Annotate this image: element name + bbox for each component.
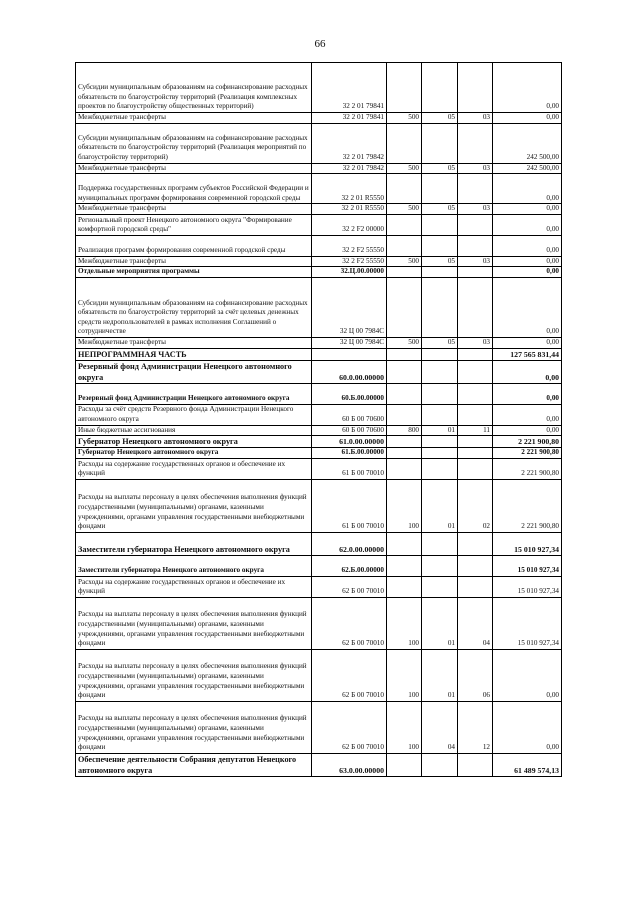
subsection-cell: 12 [458,701,493,753]
section-cell: 05 [422,163,458,174]
section-cell: 05 [422,113,458,124]
amount-cell: 0,00 [493,425,562,436]
subsection-cell [458,123,493,163]
row-name-cell: Губернатор Ненецкого автономного округа [76,436,312,448]
expense-type-cell [387,63,422,113]
subsection-cell: 04 [458,597,493,649]
expense-type-cell [387,576,422,597]
subsection-cell [458,214,493,235]
target-article-cell: 32 Ц 00 7984С [312,337,387,348]
target-article-cell: 62.0.00.00000 [312,532,387,555]
amount-cell: 2 221 900,80 [493,458,562,479]
target-article-cell: 32 2 01 R5550 [312,204,387,215]
table-row [76,256,562,267]
section-cell: 01 [422,479,458,532]
section-cell: 01 [422,425,458,436]
table-row [76,597,562,649]
amount-cell: 15 010 927,34 [493,576,562,597]
row-name-cell: Расходы на содержание государственных органов и обеспечение их функций [76,576,312,597]
row-name-cell: Отдельные мероприятия программы [76,267,312,278]
target-article-cell: 61 Б 00 70010 [312,458,387,479]
subsection-cell [458,360,493,383]
section-cell [422,214,458,235]
target-article-cell: 62 Б 00 70010 [312,597,387,649]
table-row [76,204,562,215]
target-article-cell: 32 2 F2 00000 [312,214,387,235]
amount-cell: 2 221 900,80 [493,436,562,448]
budget-table [75,62,562,777]
amount-cell: 0,00 [493,63,562,113]
section-cell [422,360,458,383]
table-row [76,174,562,204]
row-name-cell: Расходы на выплаты персоналу в целях обеспечения выполнения функций государственными (муниципальными) органами, казенными учреждениями, органами управления государственными внебюджетными фондами [76,597,312,649]
amount-cell: 127 565 831,44 [493,348,562,360]
expense-type-cell [387,123,422,163]
subsection-cell: 03 [458,337,493,348]
amount-cell: 0,00 [493,337,562,348]
amount-cell: 0,00 [493,649,562,701]
expense-type-cell: 100 [387,701,422,753]
subsection-cell: 03 [458,204,493,215]
row-name-cell: Межбюджетные трансферты [76,113,312,124]
target-article-cell: 61.0.00.00000 [312,436,387,448]
row-name-cell: Поддержка государственных программ субъектов Российской Федерации и муниципальных программ формирования современной городской среды [76,174,312,204]
section-cell: 05 [422,204,458,215]
expense-type-cell [387,532,422,555]
expense-type-cell: 500 [387,204,422,215]
target-article-cell [312,348,387,360]
table-row [76,649,562,701]
table-row [76,214,562,235]
table-row [76,425,562,436]
amount-cell: 0,00 [493,701,562,753]
table-row [76,404,562,425]
amount-cell: 15 010 927,34 [493,597,562,649]
row-name-cell: Субсидии муниципальным образованиям на софинансирование расходных обязательств по благоустройству территорий (Реализация мероприятий по благоустройству территорий) [76,123,312,163]
expense-type-cell [387,404,422,425]
subsection-cell [458,277,493,337]
row-name-cell: НЕПРОГРАММНАЯ ЧАСТЬ [76,348,312,360]
table-row [76,267,562,278]
target-article-cell: 32 2 01 79842 [312,163,387,174]
target-article-cell: 62 Б 00 70010 [312,701,387,753]
subsection-cell [458,576,493,597]
expense-type-cell: 800 [387,425,422,436]
expense-type-cell [387,383,422,404]
table-row [76,163,562,174]
target-article-cell: 32 Ц 00 7984С [312,277,387,337]
amount-cell: 0,00 [493,256,562,267]
expense-type-cell [387,214,422,235]
amount-cell: 242 500,00 [493,123,562,163]
amount-cell: 15 010 927,34 [493,555,562,576]
row-name-cell: Расходы на выплаты персоналу в целях обеспечения выполнения функций государственными (муниципальными) органами, казенными учреждениями, органами управления государственными внебюджетными фондами [76,479,312,532]
table-row [76,458,562,479]
target-article-cell: 62 Б 00 70010 [312,576,387,597]
section-cell [422,404,458,425]
amount-cell: 0,00 [493,277,562,337]
target-article-cell: 32 2 F2 55550 [312,256,387,267]
row-name-cell: Расходы на выплаты персоналу в целях обеспечения выполнения функций государственными (муниципальными) органами, казенными учреждениями, органами управления государственными внебюджетными фондами [76,649,312,701]
row-name-cell: Межбюджетные трансферты [76,204,312,215]
expense-type-cell: 100 [387,479,422,532]
target-article-cell: 60 Б 00 70600 [312,425,387,436]
amount-cell: 242 500,00 [493,163,562,174]
table-row [76,701,562,753]
table-row [76,436,562,448]
table-row [76,576,562,597]
target-article-cell: 60.0.00.00000 [312,360,387,383]
target-article-cell: 60 Б 00 70600 [312,404,387,425]
table-row [76,555,562,576]
section-cell [422,123,458,163]
row-name-cell: Резервный фонд Администрации Ненецкого автономного округа [76,383,312,404]
target-article-cell: 32 2 01 R5550 [312,174,387,204]
subsection-cell [458,436,493,448]
expense-type-cell [387,753,422,776]
table-row [76,383,562,404]
target-article-cell: 61.Б.00.00000 [312,448,387,459]
row-name-cell: Расходы за счёт средств Резервного фонда Администрации Ненецкого автономного округа [76,404,312,425]
target-article-cell: 63.0.00.00000 [312,753,387,776]
row-name-cell: Заместители губернатора Ненецкого автономного округа [76,555,312,576]
amount-cell: 61 489 574,13 [493,753,562,776]
section-cell [422,63,458,113]
expense-type-cell: 500 [387,113,422,124]
subsection-cell [458,448,493,459]
section-cell: 04 [422,701,458,753]
section-cell [422,576,458,597]
row-name-cell: Межбюджетные трансферты [76,337,312,348]
row-name-cell: Субсидии муниципальным образованиям на софинансирование расходных обязательств по благоустройству территорий (Реализация комплексных проектов по благоустройству общественных территорий) [76,63,312,113]
expense-type-cell [387,267,422,278]
target-article-cell: 32 2 01 79842 [312,123,387,163]
expense-type-cell: 500 [387,337,422,348]
target-article-cell: 60.Б.00.00000 [312,383,387,404]
subsection-cell: 11 [458,425,493,436]
target-article-cell: 32 2 F2 55550 [312,235,387,256]
table-row [76,113,562,124]
target-article-cell: 32 2 01 79841 [312,63,387,113]
expense-type-cell: 100 [387,649,422,701]
table-row [76,479,562,532]
expense-type-cell: 100 [387,597,422,649]
amount-cell: 0,00 [493,360,562,383]
section-cell [422,174,458,204]
expense-type-cell [387,348,422,360]
amount-cell: 2 221 900,80 [493,479,562,532]
amount-cell: 0,00 [493,174,562,204]
amount-cell: 0,00 [493,214,562,235]
subsection-cell: 03 [458,256,493,267]
row-name-cell: Расходы на содержание государственных органов и обеспечение их функций [76,458,312,479]
subsection-cell [458,532,493,555]
section-cell [422,267,458,278]
row-name-cell: Расходы на выплаты персоналу в целях обеспечения выполнения функций государственными (муниципальными) органами, казенными учреждениями, органами управления государственными внебюджетными фондами [76,701,312,753]
expense-type-cell [387,174,422,204]
target-article-cell: 62 Б 00 70010 [312,649,387,701]
section-cell: 01 [422,649,458,701]
target-article-cell: 32.Ц.00.00000 [312,267,387,278]
section-cell [422,436,458,448]
table-row [76,448,562,459]
section-cell [422,448,458,459]
amount-cell: 0,00 [493,204,562,215]
expense-type-cell: 500 [387,256,422,267]
amount-cell: 0,00 [493,235,562,256]
expense-type-cell [387,360,422,383]
target-article-cell: 32 2 01 79841 [312,113,387,124]
expense-type-cell [387,448,422,459]
subsection-cell [458,235,493,256]
section-cell [422,532,458,555]
section-cell [422,277,458,337]
subsection-cell: 02 [458,479,493,532]
section-cell [422,458,458,479]
target-article-cell: 62.Б.00.00000 [312,555,387,576]
table-row [76,337,562,348]
row-name-cell: Резервный фонд Администрации Ненецкого автономного округа [76,360,312,383]
target-article-cell: 61 Б 00 70010 [312,479,387,532]
subsection-cell [458,555,493,576]
table-row [76,753,562,776]
subsection-cell: 03 [458,163,493,174]
row-name-cell: Реализация программ формирования современной городской среды [76,235,312,256]
amount-cell: 0,00 [493,383,562,404]
table-row [76,532,562,555]
table-row [76,123,562,163]
amount-cell: 0,00 [493,267,562,278]
subsection-cell: 06 [458,649,493,701]
table-row [76,360,562,383]
table-row [76,63,562,113]
budget-table-body [76,63,562,777]
section-cell [422,383,458,404]
section-cell [422,235,458,256]
expense-type-cell [387,458,422,479]
section-cell [422,348,458,360]
section-cell: 05 [422,337,458,348]
subsection-cell [458,753,493,776]
table-row [76,348,562,360]
subsection-cell [458,174,493,204]
expense-type-cell: 500 [387,163,422,174]
subsection-cell [458,63,493,113]
row-name-cell: Губернатор Ненецкого автономного округа [76,448,312,459]
expense-type-cell [387,235,422,256]
expense-type-cell [387,436,422,448]
subsection-cell: 03 [458,113,493,124]
expense-type-cell [387,277,422,337]
section-cell [422,753,458,776]
amount-cell: 2 221 900,80 [493,448,562,459]
row-name-cell: Субсидии муниципальным образованиям на софинансирование расходных обязательств по благоустройству территорий за счёт целевых денежных средств недропользователей в рамках исполнения Соглашений о сотрудничестве [76,277,312,337]
row-name-cell: Обеспечение деятельности Собрания депутатов Ненецкого автономного округа [76,753,312,776]
section-cell [422,555,458,576]
subsection-cell [458,267,493,278]
subsection-cell [458,404,493,425]
row-name-cell: Межбюджетные трансферты [76,256,312,267]
expense-type-cell [387,555,422,576]
row-name-cell: Заместители губернатора Ненецкого автономного округа [76,532,312,555]
subsection-cell [458,458,493,479]
subsection-cell [458,348,493,360]
table-row [76,235,562,256]
page-number: 66 [314,38,326,50]
amount-cell: 0,00 [493,113,562,124]
row-name-cell: Иные бюджетные ассигнования [76,425,312,436]
subsection-cell [458,383,493,404]
section-cell: 05 [422,256,458,267]
table-row [76,277,562,337]
row-name-cell: Региональный проект Ненецкого автономного округа "Формирование комфортной городской среды" [76,214,312,235]
amount-cell: 0,00 [493,404,562,425]
amount-cell: 15 010 927,34 [493,532,562,555]
row-name-cell: Межбюджетные трансферты [76,163,312,174]
section-cell: 01 [422,597,458,649]
